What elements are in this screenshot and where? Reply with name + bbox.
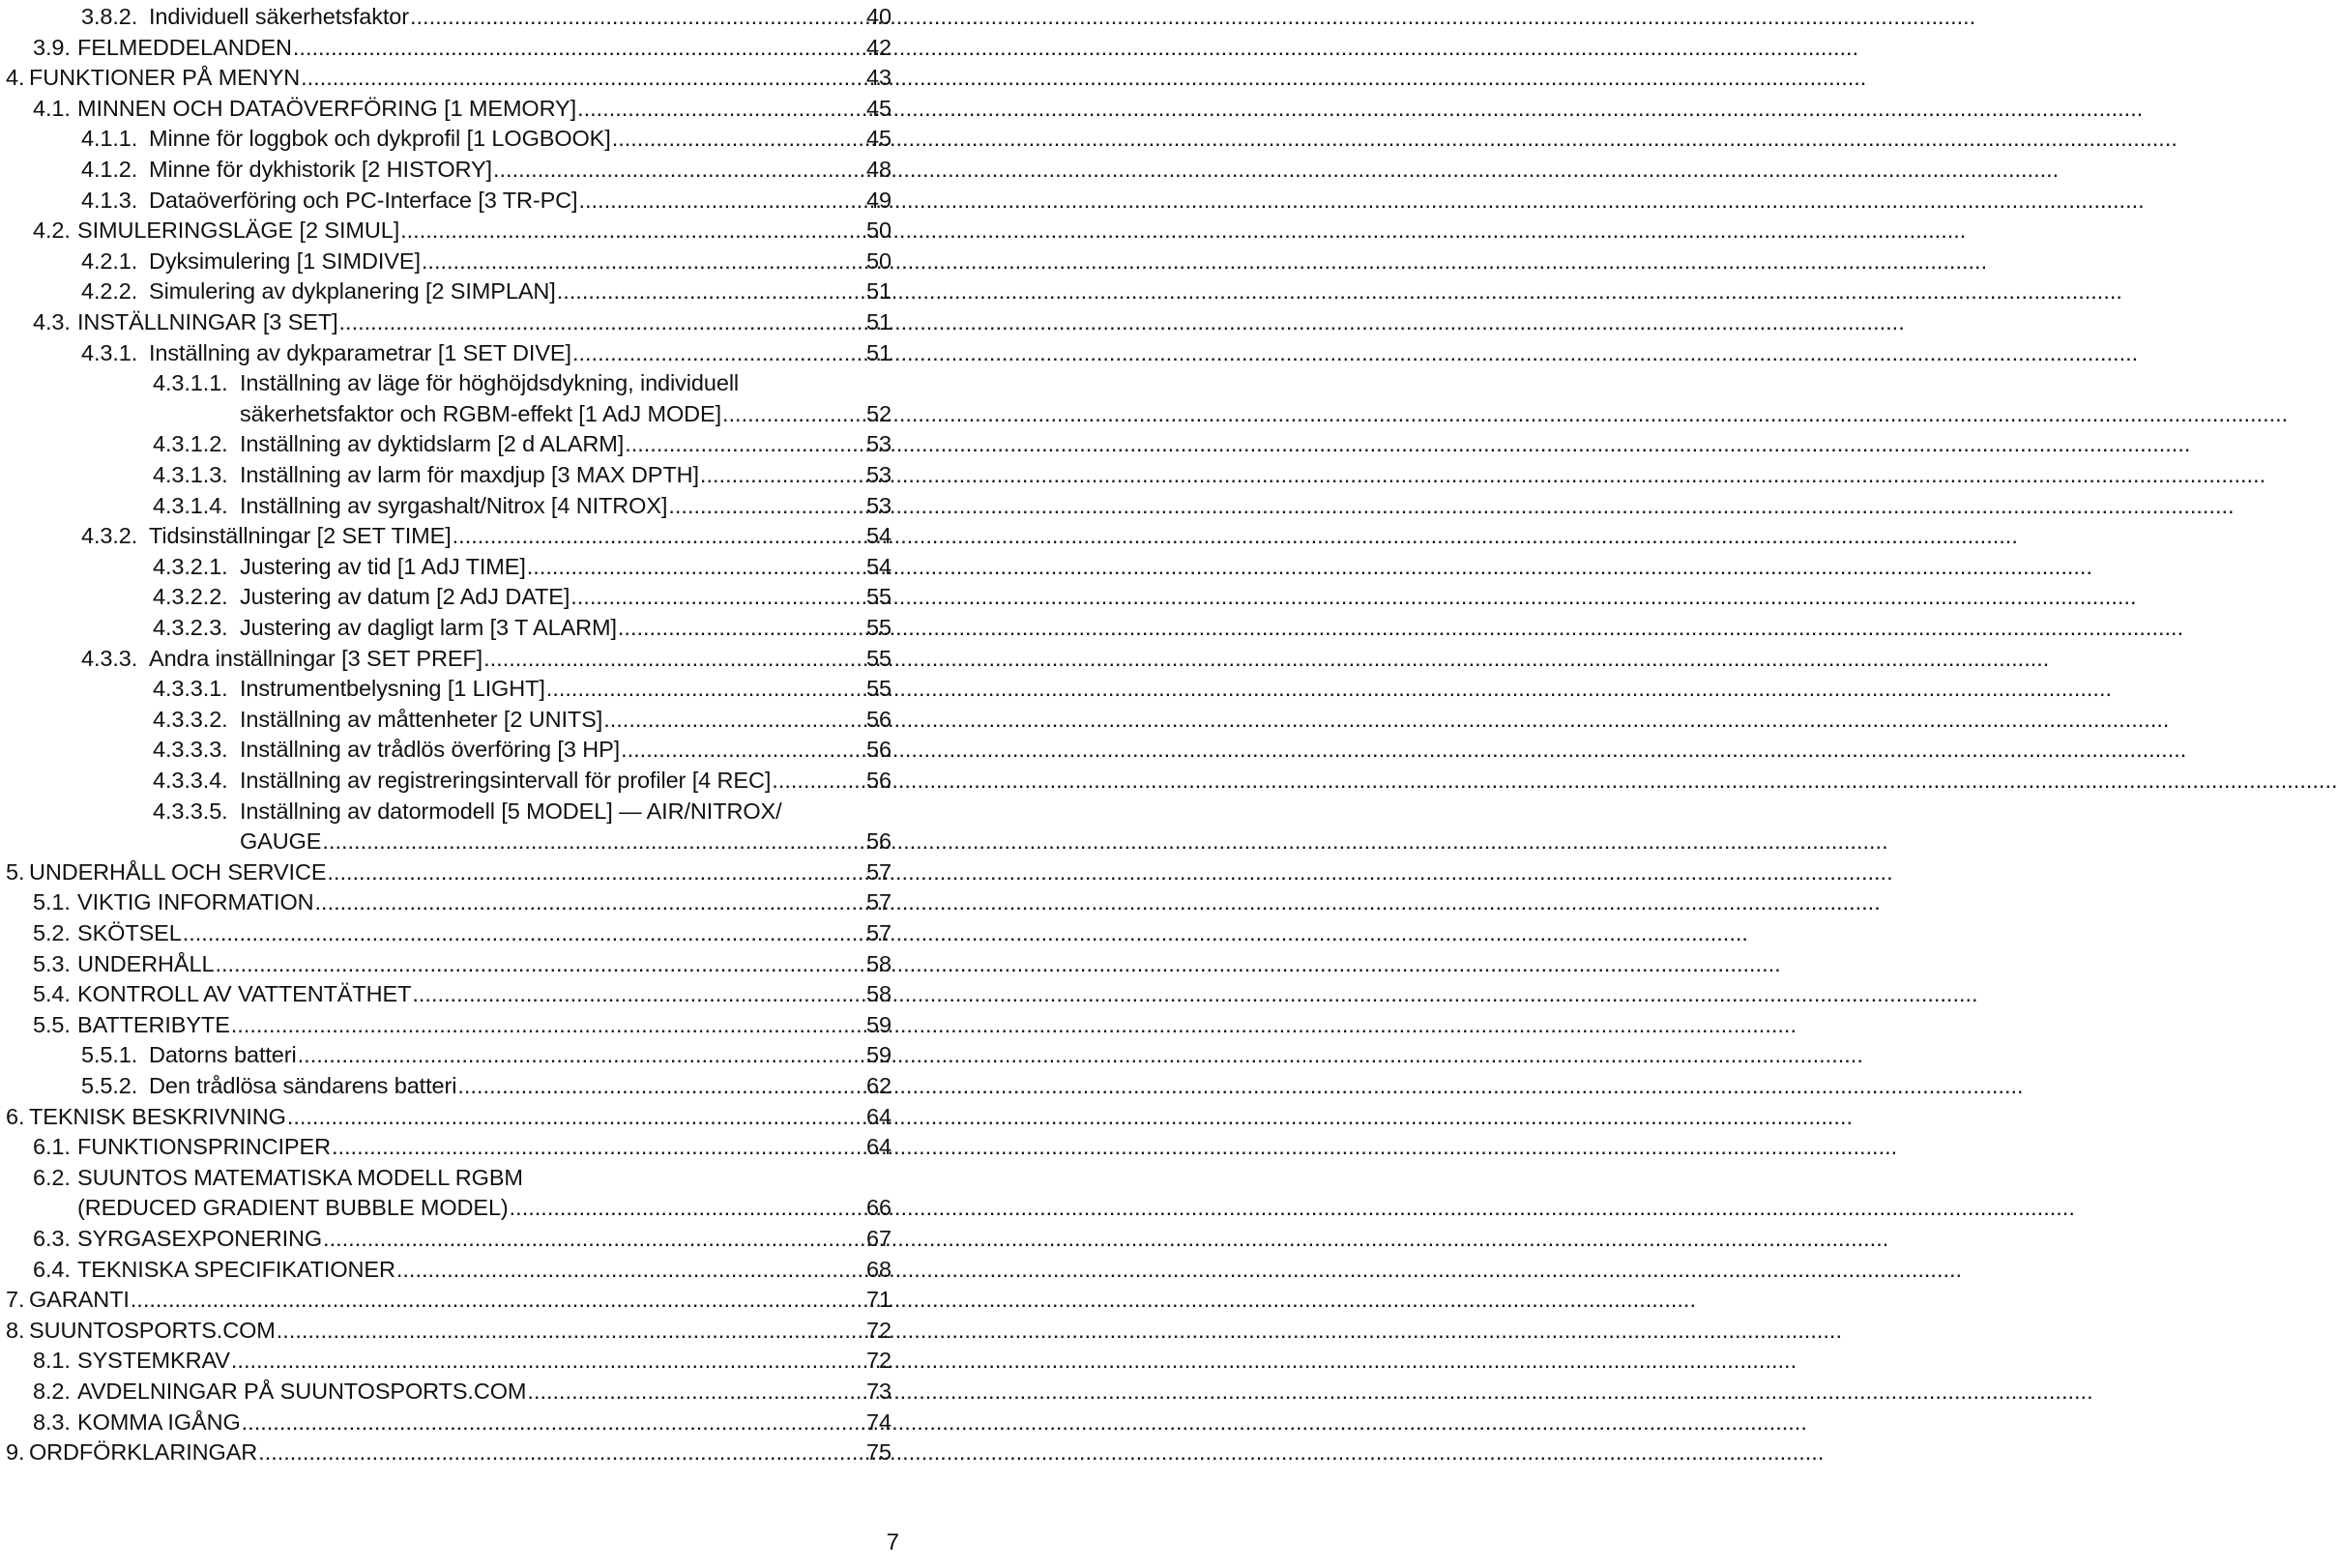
toc-entry-continuation[interactable] [240,399,891,428]
toc-page-number: 43 [866,65,891,91]
toc-entry[interactable] [6,1285,891,1314]
toc-entry[interactable] [6,63,891,92]
toc-title: Inställning av läge för höghöjdsdykning, individuell [240,370,740,396]
toc-number: 4.3.1. [81,339,138,365]
toc-number: 6.1. [33,1134,71,1160]
toc-leader [700,460,865,489]
toc-number: 3.8.2. [81,4,138,29]
toc-leader [293,33,865,62]
toc-title: ORDFÖRKLARINGAR [29,1439,258,1466]
toc-number: 4. [6,65,25,91]
toc-title: KOMMA IGÅNG [77,1408,241,1435]
toc-page-number: 74 [866,1408,891,1435]
toc-number: 4.2.2. [81,278,138,305]
toc-title: MINNEN OCH DATAÖVERFÖRING [1 MEMORY] [77,95,577,121]
toc-title: Justering av dagligt larm [3 T ALARM] [240,615,617,640]
toc-leader [301,63,865,92]
toc-title: UNDERHÅLL [77,950,215,976]
toc-entry[interactable] [33,1408,891,1437]
toc-page-number: 53 [866,431,891,457]
toc-leader [668,491,865,520]
toc-entry[interactable] [153,429,891,458]
toc-title: SUUNTOSPORTS.COM [29,1317,276,1343]
toc-number: 4.3.1.3. [153,462,228,487]
toc-title: Dataöverföring och PC-Interface [3 TR-PC] [149,187,578,213]
toc-page-number: 55 [866,584,891,610]
toc-leader [527,1377,865,1406]
toc-title: FELMEDDELANDEN [77,34,292,60]
toc-number: 6.3. [33,1226,71,1251]
toc-page-number: 50 [866,247,891,274]
toc-leader [339,307,866,336]
toc-leader [453,521,865,550]
toc-number: 9. [6,1439,25,1466]
toc-leader [612,124,865,153]
toc-leader [400,216,865,245]
toc-page-number: 55 [866,615,891,640]
toc-leader [323,1224,865,1253]
toc-leader [231,1346,865,1375]
toc-number: 4.3.3.3. [153,737,228,763]
toc-entry-continuation[interactable] [240,827,891,856]
toc-page-number: 40 [866,4,891,29]
toc-entry[interactable] [81,1071,891,1100]
toc-page-number: 67 [866,1226,891,1251]
toc-entry[interactable] [6,1437,891,1466]
toc-leader [570,582,865,611]
toc-page-number: 56 [866,828,891,855]
toc-number: 4.3.2.2. [153,584,228,610]
toc-entry[interactable] [153,552,891,581]
toc-page-number: 48 [866,157,891,182]
toc-number: 6.2. [33,1164,71,1190]
toc-page-number: 56 [866,768,891,793]
toc-entry[interactable] [81,2,891,31]
toc-number: 4.3.1.2. [153,431,228,457]
toc-number: 8.2. [33,1379,71,1404]
toc-title: FUNKTIONER PÅ MENYN [29,65,301,91]
toc-entry[interactable] [33,33,891,62]
toc-number: 4.3.3.5. [153,798,228,824]
toc-leader [332,1132,865,1161]
toc-page-number: 73 [866,1379,891,1404]
toc-number: 8.3. [33,1408,71,1435]
toc-page-number: 54 [866,523,891,549]
toc-title-continuation: GAUGE [240,828,322,855]
toc-leader [557,276,865,305]
toc-number: 4.3.2. [81,523,138,549]
toc-number: 7. [6,1287,25,1313]
toc-title: SYRGASEXPONERING [77,1226,323,1251]
toc-leader [410,2,865,31]
toc-leader [621,735,865,764]
toc-title: Instrumentbelysning [1 LIGHT] [240,676,545,702]
toc-entry[interactable] [153,491,891,520]
toc-number: 4.3. [33,309,71,334]
toc-number: 5.1. [33,889,71,915]
toc-number: 4.3.3.4. [153,768,228,793]
toc-title: Inställning av datormodell [5 MODEL] — AIR/NITROX/ [240,798,782,824]
toc-leader [277,1316,865,1345]
toc-number: 5.5. [33,1011,71,1037]
toc-number: 4.3.3.1. [153,676,228,702]
toc-page-number: 57 [866,889,891,915]
toc-page-number: 49 [866,187,891,213]
toc-number: 5.2. [33,920,71,945]
toc-leader [572,338,865,367]
toc-entry[interactable] [33,1377,891,1406]
toc-entry[interactable] [81,521,891,550]
toc-title: Minne för dykhistorik [2 HISTORY] [149,157,492,182]
toc-leader [327,857,865,886]
toc-title: Dyksimulering [1 SIMDIVE] [149,247,421,274]
toc-title: Justering av datum [2 AdJ DATE] [240,584,570,610]
toc-number: 3.9. [33,34,71,60]
toc-entry[interactable] [33,94,891,123]
toc-entry[interactable] [33,1010,891,1039]
toc-leader [183,918,865,947]
toc-page-number: 51 [866,278,891,305]
toc-title: AVDELNINGAR PÅ SUUNTOSPORTS.COM [77,1379,527,1404]
toc-number: 4.3.3.2. [153,706,228,732]
toc-title: VIKTIG INFORMATION [77,889,314,915]
toc-page-number: 58 [866,950,891,976]
toc-entry[interactable] [81,124,891,153]
toc-number: 4.3.2.1. [153,553,228,579]
toc-number: 4.2. [33,218,71,244]
toc-entry[interactable] [33,918,891,947]
toc-entry[interactable] [6,1316,891,1345]
toc-entry[interactable] [33,887,891,916]
toc-page-number: 42 [866,34,891,60]
toc-leader [231,1010,865,1039]
toc-page-number: 75 [866,1439,891,1466]
toc-number: 8. [6,1317,25,1343]
toc-page-number: 58 [866,981,891,1007]
toc-number: 5.5.2. [81,1073,138,1098]
toc-leader [322,827,865,856]
toc-page-number: 55 [866,645,891,671]
toc-page-number: 64 [866,1134,891,1160]
toc-title: Inställning av syrgashalt/Nitrox [4 NITROX] [240,492,668,518]
toc-page-number: 45 [866,126,891,152]
toc-page-number: 57 [866,920,891,945]
toc-title: Justering av tid [1 AdJ TIME] [240,553,526,579]
toc-leader [618,613,865,642]
toc-title: Tidsinställningar [2 SET TIME] [149,523,452,549]
toc-page-number: 72 [866,1348,891,1374]
toc-page-number: 68 [866,1256,891,1282]
toc-page-number: 56 [866,706,891,732]
toc-title: Inställning av måttenheter [2 UNITS] [240,706,603,732]
toc-entry[interactable] [33,979,891,1008]
toc-entry[interactable] [6,857,891,886]
toc-entry[interactable] [33,1346,891,1375]
toc-entry[interactable] [81,186,891,215]
toc-title-continuation: säkerhetsfaktor och RGBM-effekt [1 AdJ MODE] [240,400,721,426]
toc-number: 4.1.3. [81,187,138,213]
toc-number: 4.3.1.1. [153,370,228,396]
toc-leader [396,1255,865,1284]
toc-page-number: 45 [866,95,891,121]
toc-title: Inställning av trådlös överföring [3 HP] [240,737,621,763]
toc-title: TEKNISK BESKRIVNING [29,1103,286,1129]
toc-title: Simulering av dykplanering [2 SIMPLAN] [149,278,556,305]
toc-title: Datorns batteri [149,1042,297,1068]
toc-number: 4.1.1. [81,126,138,152]
toc-title: UNDERHÅLL OCH SERVICE [29,858,327,885]
toc-title: Den trådlösa sändarens batteri [149,1073,457,1098]
toc-leader [242,1408,865,1437]
toc-entry[interactable] [153,368,891,397]
toc-page-number: 53 [866,492,891,518]
toc-entry[interactable] [81,644,891,673]
toc-leader [578,186,865,215]
toc-page-number: 62 [866,1073,891,1098]
toc-entry[interactable] [153,613,891,642]
toc-page-number: 72 [866,1317,891,1343]
toc-title: Inställning av dykparametrar [1 SET DIVE] [149,339,571,365]
toc-title: Andra inställningar [3 SET PREF] [149,645,483,671]
toc-page-number: 59 [866,1011,891,1037]
toc-leader [625,429,865,458]
toc-number: 5.3. [33,950,71,976]
toc-entry-continuation[interactable] [77,1193,891,1222]
toc-title: Individuell säkerhetsfaktor [149,4,409,29]
toc-leader [493,155,865,184]
toc-title: FUNKTIONSPRINCIPER [77,1134,331,1160]
toc-leader [603,705,865,734]
toc-leader [772,766,865,795]
toc-leader [483,644,865,673]
toc-leader [287,1102,865,1131]
toc-leader [527,552,865,581]
toc-leader [577,94,865,123]
toc-page-number: 53 [866,462,891,487]
toc-leader [457,1071,865,1100]
toc-entry[interactable] [33,1224,891,1253]
toc-title: SIMULERINGSLÄGE [2 SIMUL] [77,218,400,244]
toc-page-number: 71 [866,1287,891,1313]
toc-entry[interactable] [33,1163,891,1192]
toc-page-number: 59 [866,1042,891,1068]
toc-number: 4.2.1. [81,247,138,274]
toc-page-number: 56 [866,737,891,763]
toc-number: 4.3.3. [81,645,138,671]
toc-entry[interactable] [153,460,891,489]
toc-title: Inställning av registreringsintervall för profiler [4 REC] [240,768,772,793]
toc-number: 4.1. [33,95,71,121]
page-number: 7 [886,1529,899,1555]
toc-leader [298,1040,865,1069]
toc-entry[interactable] [153,766,891,795]
toc-leader [722,399,865,428]
toc-page-number: 64 [866,1103,891,1129]
toc-page-number: 55 [866,676,891,702]
toc-number: 5.4. [33,981,71,1007]
toc-leader [258,1437,865,1466]
toc-number: 4.3.2.3. [153,615,228,640]
toc-entry[interactable] [153,674,891,703]
toc-number: 5. [6,858,25,885]
toc-entry[interactable] [33,1132,891,1161]
toc-title: SUUNTOS MATEMATISKA MODELL RGBM [77,1164,523,1190]
toc-title: Inställning av dyktidslarm [2 d ALARM] [240,431,625,457]
toc-leader [215,949,865,978]
toc-entry[interactable] [81,276,891,305]
toc-number: 6. [6,1103,25,1129]
toc-leader [131,1285,865,1314]
toc-leader [510,1193,865,1222]
toc-page-number: 51 [866,309,891,334]
toc-entry[interactable] [153,582,891,611]
toc-page-number: 57 [866,858,891,885]
toc-leader [412,979,865,1008]
toc-number: 4.1.2. [81,157,138,182]
toc-page-number: 50 [866,218,891,244]
toc-entry[interactable] [153,797,891,826]
toc-entry[interactable] [81,155,891,184]
toc-number: 4.3.1.4. [153,492,228,518]
toc-leader [422,247,865,276]
toc-title: SKÖTSEL [77,920,182,945]
toc-title: KONTROLL AV VATTENTÄTHET [77,981,412,1007]
toc-title: GARANTI [29,1287,130,1313]
toc-entry[interactable] [81,247,891,276]
toc-number: 6.4. [33,1256,71,1282]
toc-entry[interactable] [6,1102,891,1131]
toc-entry[interactable] [153,705,891,734]
toc-title: BATTERIBYTE [77,1011,230,1037]
toc-page-number: 66 [866,1195,891,1221]
toc-entry[interactable] [33,307,891,336]
toc-page-number: 51 [866,339,891,365]
toc-entry[interactable] [33,1255,891,1284]
toc-title-continuation: (REDUCED GRADIENT BUBBLE MODEL) [77,1195,509,1221]
toc-title: Inställning av larm för maxdjup [3 MAX DPTH] [240,462,699,487]
toc-title: INSTÄLLNINGAR [3 SET] [77,309,338,334]
toc-title: Minne för loggbok och dykprofil [1 LOGBOOK] [149,126,611,152]
toc-entry[interactable] [33,216,891,245]
toc-number: 8.1. [33,1348,71,1374]
toc-leader [315,887,866,916]
toc-title: SYSTEMKRAV [77,1348,230,1374]
toc-entry[interactable] [81,1040,891,1069]
toc-entry[interactable] [81,338,891,367]
toc-title: TEKNISKA SPECIFIKATIONER [77,1256,395,1282]
toc-entry[interactable] [33,949,891,978]
toc-page-number: 52 [866,400,891,426]
toc-number: 5.5.1. [81,1042,138,1068]
toc-page-number: 54 [866,553,891,579]
toc-entry[interactable] [153,735,891,764]
toc-leader [546,674,865,703]
